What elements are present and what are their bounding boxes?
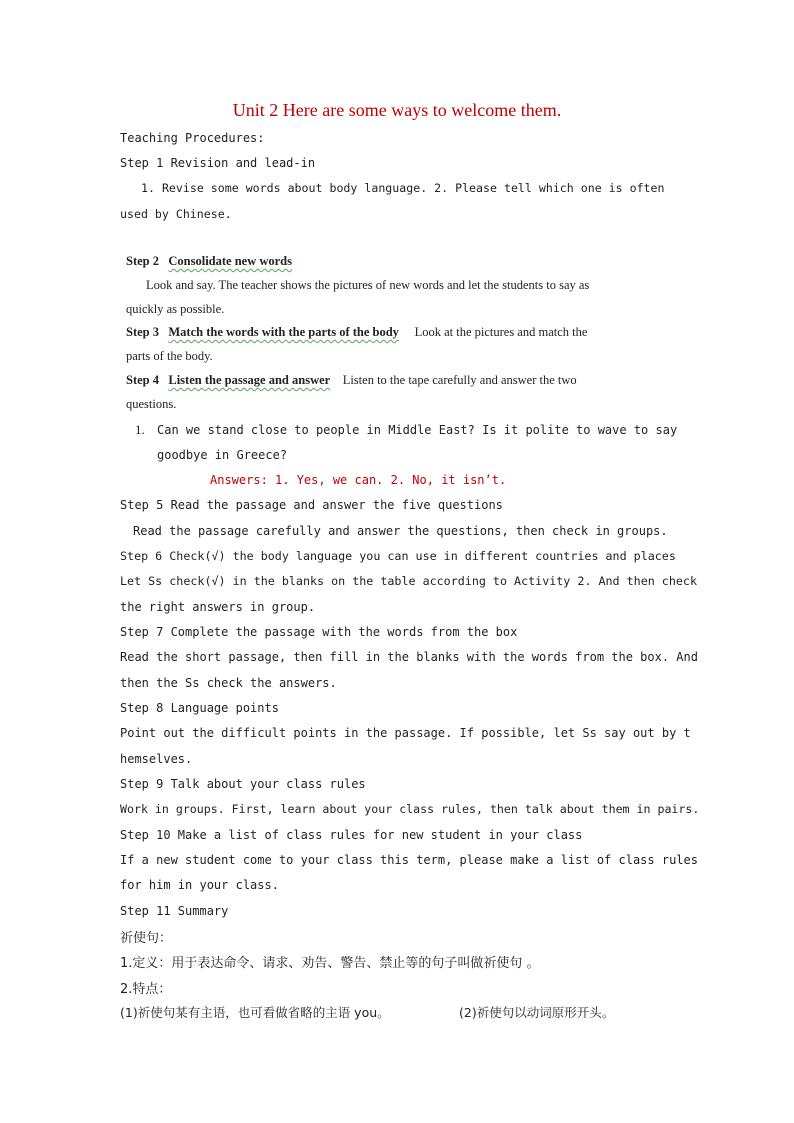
grammar-feature-1: (1)祈使句某有主语，也可看做省略的主语 you。 <box>120 1005 390 1020</box>
step8-line2: hemselves. <box>120 752 193 766</box>
step3-heading: Match the words with the parts of the body <box>168 325 399 339</box>
step10-line1: If a new student come to your class this term, please make a list of class rules <box>120 853 698 867</box>
step9-heading: Step 9 Talk about your class rules <box>120 777 366 791</box>
step9-line1: Work in groups. First, learn about your class rules, then talk about them in pairs. <box>120 802 700 816</box>
step11-heading: Step 11 Summary <box>120 904 229 918</box>
step6-line2: the right answers in group. <box>120 600 316 614</box>
step4-question-line1: Can we stand close to people in Middle East? Is it polite to wave to say <box>157 423 678 437</box>
step3-text: Look at the pictures and match the <box>414 325 588 339</box>
step4-line2: questions. <box>126 397 177 411</box>
teaching-procedures-label: Teaching Procedures: <box>120 131 265 145</box>
step4-heading-line <box>126 373 577 388</box>
step5-heading: Step 5 Read the passage and answer the five questions <box>120 498 503 512</box>
step2-line1: Look and say. The teacher shows the pictures of new words and let the students to say as <box>146 278 590 292</box>
grammar-heading: 祈使句： <box>120 931 173 946</box>
step4-text: Listen to the tape carefully and answer the two <box>342 373 577 387</box>
step2-line2: quickly as possible. <box>126 302 225 316</box>
grammar-feature-2: (2)祈使句以动词原形开头。 <box>459 1005 615 1020</box>
step2-heading: Consolidate new words <box>168 254 292 268</box>
step7-line2: then the Ss check the answers. <box>120 676 337 690</box>
step10-line2: for him in your class. <box>120 878 279 892</box>
step1-line1: 1. Revise some words about body language. 2. Please tell which one is often <box>141 181 665 195</box>
step7-line1: Read the short passage, then fill in the blanks with the words from the box. And <box>120 650 698 664</box>
step3-line2: parts of the body. <box>126 349 213 363</box>
step3-heading-line <box>126 325 587 340</box>
step5-line1: Read the passage carefully and answer the questions, then check in groups. <box>133 524 668 538</box>
step8-line1: Point out the difficult points in the passage. If possible, let Ss say out by t <box>120 726 691 740</box>
step2-label: Step 2 <box>126 254 159 268</box>
step4-question-line2: goodbye in Greece? <box>157 448 288 462</box>
page-title: Unit 2 Here are some ways to welcome them. <box>232 100 562 120</box>
step3-label: Step 3 <box>126 325 159 339</box>
step4-answers: Answers: 1. Yes, we can. 2. No, it isn’t. <box>210 473 507 487</box>
step4-heading: Listen the passage and answer <box>168 373 331 387</box>
step7-heading: Step 7 Complete the passage with the words from the box <box>120 625 518 639</box>
step10-heading: Step 10 Make a list of class rules for new student in your class <box>120 828 583 842</box>
step2-heading-line <box>126 254 292 269</box>
step6-heading: Step 6 Check(√) the body language you can use in different countries and places <box>120 549 676 563</box>
step4-question-number: 1. <box>135 422 145 437</box>
grammar-feature-heading: 2.特点： <box>120 982 172 997</box>
step8-heading: Step 8 Language points <box>120 701 279 715</box>
step1-line2: used by Chinese. <box>120 207 232 221</box>
grammar-definition: 1.定义：用于表达命令、请求、劝告、警告、禁止等的句子叫做祈使句 。 <box>120 956 540 971</box>
step1-heading: Step 1 Revision and lead-in <box>120 156 316 170</box>
step6-line1: Let Ss check(√) in the blanks on the table according to Activity 2. And then check <box>120 574 697 588</box>
step4-label: Step 4 <box>126 373 159 387</box>
